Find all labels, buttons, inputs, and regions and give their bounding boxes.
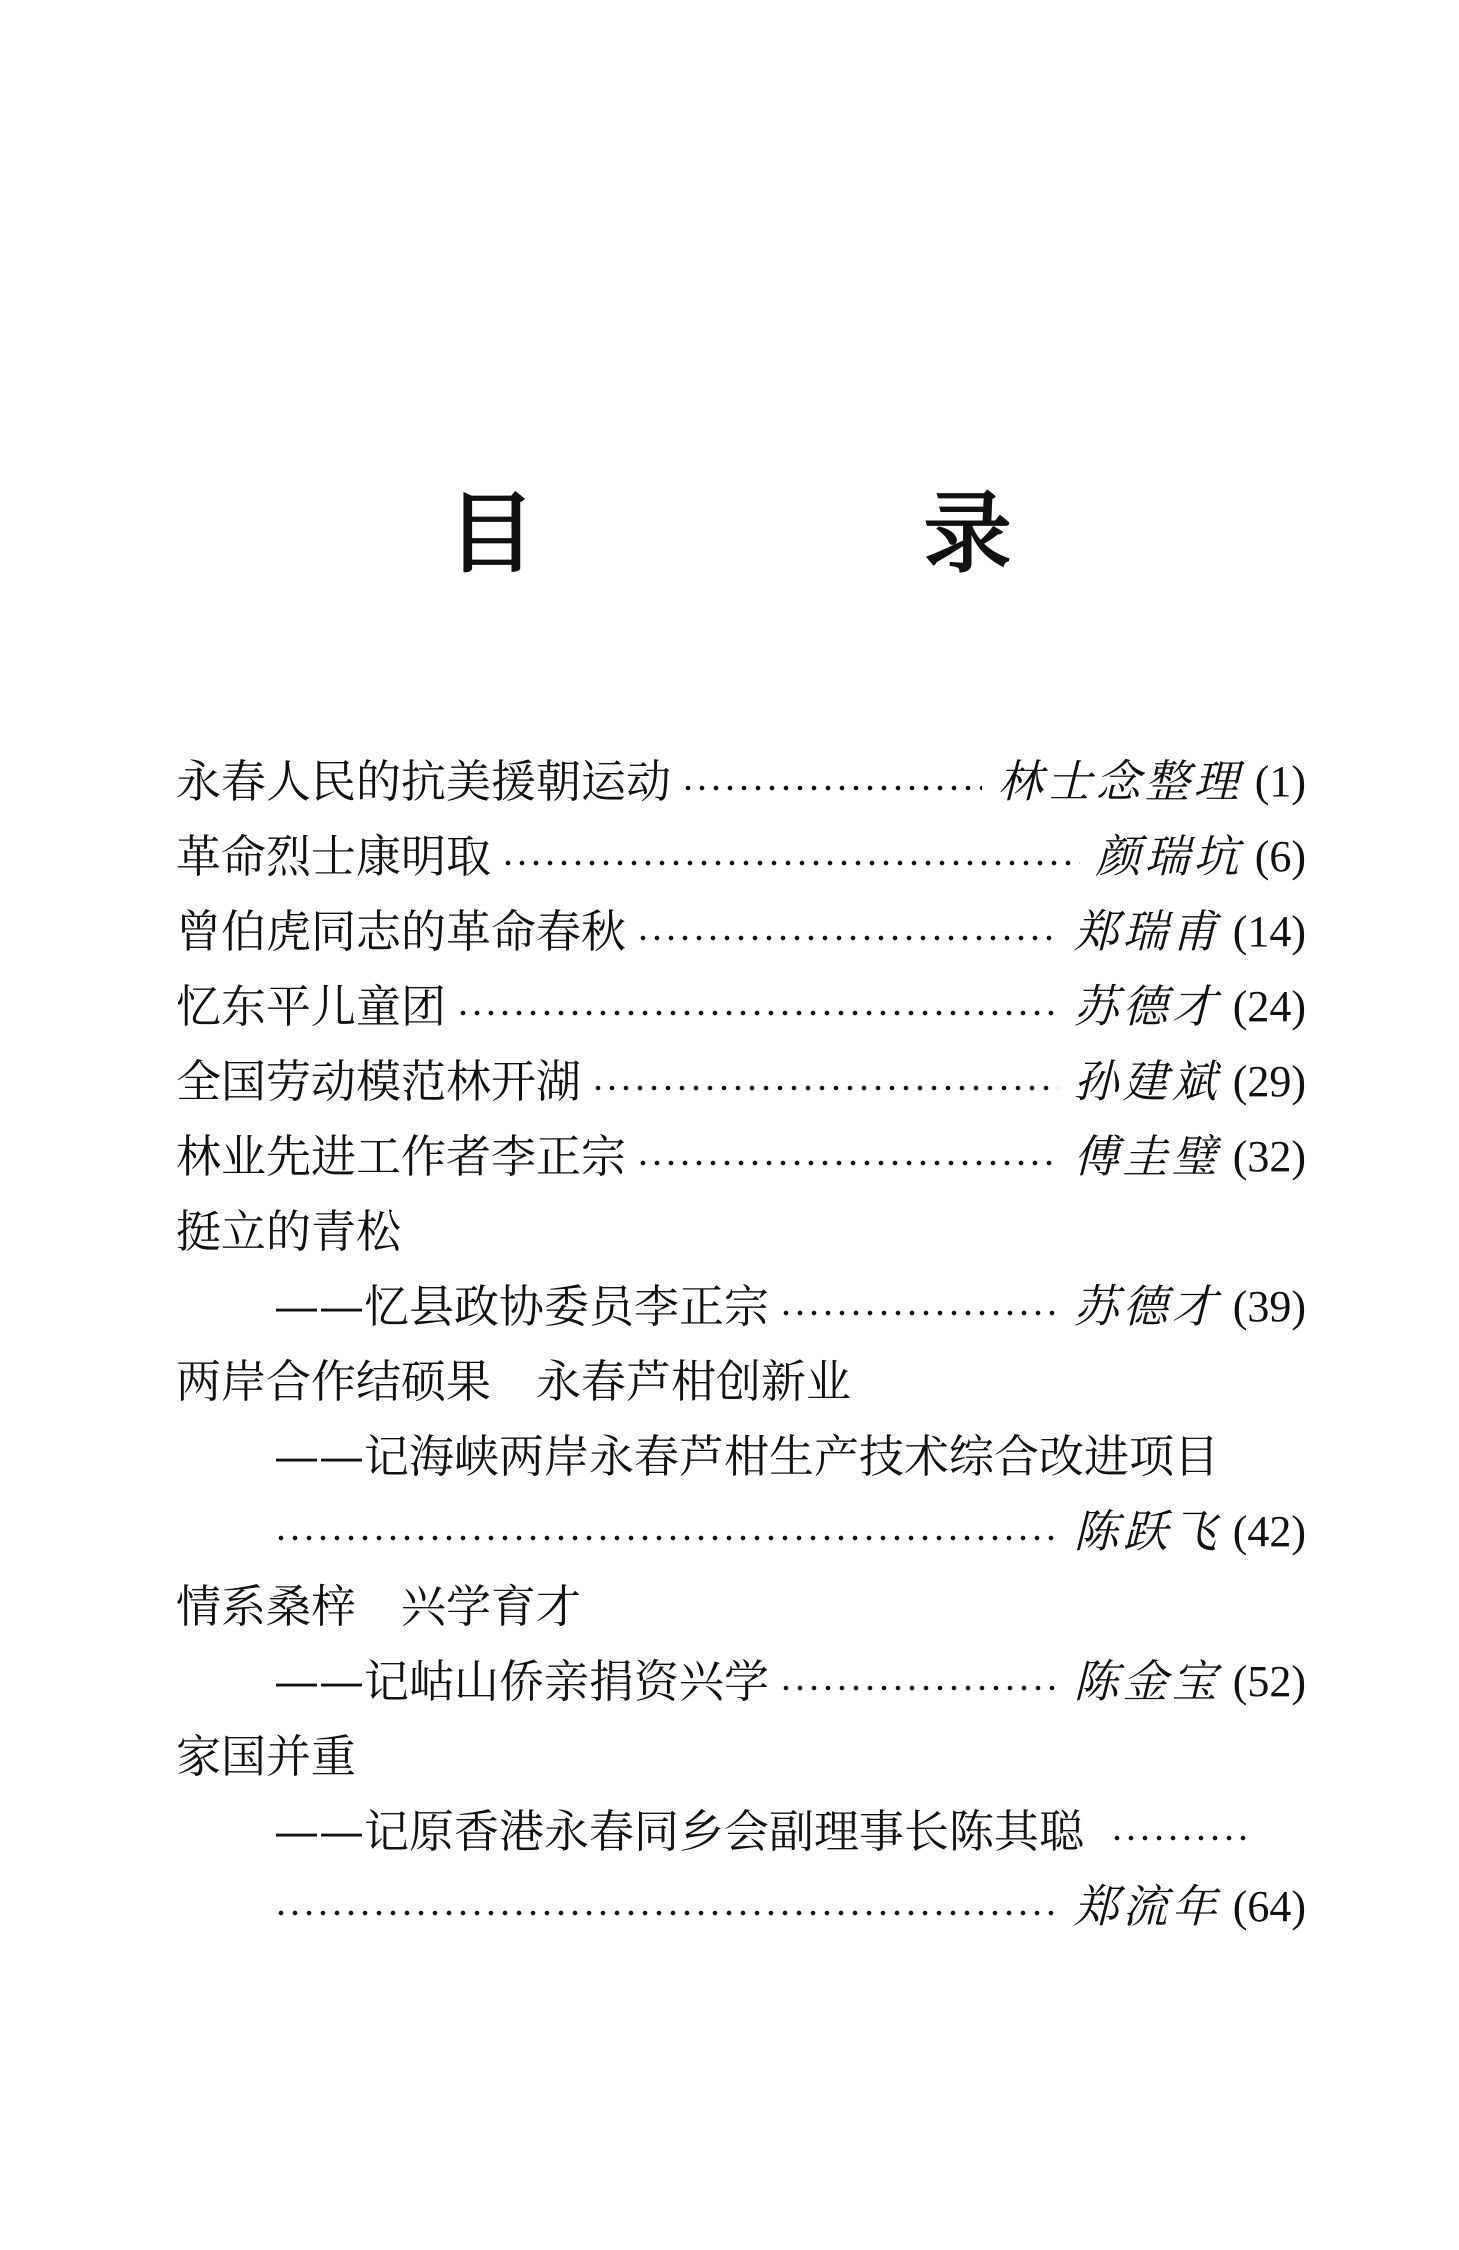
- entry-page-number: (14): [1232, 906, 1306, 956]
- dot-leader: [456, 1006, 1058, 1020]
- toc-entry-heading[interactable]: [176, 1194, 1306, 1269]
- entry-page-number: (52): [1232, 1656, 1306, 1706]
- toc-entry[interactable]: [176, 969, 1306, 1044]
- toc-entry-leader-line[interactable]: [176, 1869, 1306, 1944]
- entry-title: 林业先进工作者李正宗: [176, 1130, 627, 1183]
- dot-leader: [681, 781, 982, 795]
- entry-title: 情系桑梓 兴学育才: [176, 1580, 582, 1633]
- entry-author: 陈跃飞: [1073, 1505, 1221, 1558]
- dot-leader: [779, 1306, 1058, 1320]
- dot-leader: [1110, 1831, 1250, 1845]
- entry-subtitle: ——记岵山侨亲捐资兴学: [274, 1655, 770, 1708]
- entry-author: 苏德才: [1073, 980, 1221, 1033]
- dot-leader: [779, 1681, 1058, 1695]
- entry-subtitle: ——记海峡两岸永春芦柑生产技术综合改进项目: [274, 1430, 1220, 1483]
- entry-author: 孙建斌: [1073, 1055, 1221, 1108]
- entry-page-number: (42): [1232, 1506, 1306, 1556]
- toc-entry-heading[interactable]: [176, 1719, 1306, 1794]
- entry-author: 郑流年: [1073, 1880, 1221, 1933]
- toc-entry[interactable]: [176, 819, 1306, 894]
- entry-title: 家国并重: [176, 1730, 357, 1783]
- entry-author: 郑瑞甫: [1073, 905, 1221, 958]
- toc-entry-subtitle-line[interactable]: [176, 1269, 1306, 1344]
- entry-title: 两岸合作结硕果 永春芦柑创新业: [176, 1355, 852, 1408]
- entry-page-number: (32): [1232, 1131, 1306, 1181]
- entry-page-number: (1): [1254, 756, 1306, 806]
- entry-title: 革命烈士康明取: [176, 830, 492, 883]
- entry-author: 林士念整理: [997, 755, 1243, 808]
- entry-page-number: (29): [1232, 1056, 1306, 1106]
- entry-page-number: (24): [1232, 981, 1306, 1031]
- toc-entry-subtitle-line[interactable]: [176, 1419, 1306, 1494]
- entry-subtitle: ——忆县政协委员李正宗: [274, 1280, 770, 1333]
- entry-author: 陈金宝: [1073, 1655, 1221, 1708]
- toc-entry-leader-line[interactable]: [176, 1494, 1306, 1569]
- dot-leader: [274, 1906, 1058, 1920]
- dot-leader: [591, 1081, 1058, 1095]
- entry-subtitle: ——记原香港永春同乡会副理事长陈其聪: [274, 1805, 1085, 1858]
- entry-page-number: (39): [1232, 1281, 1306, 1331]
- toc-entry-heading[interactable]: [176, 1344, 1306, 1419]
- toc-entry-subtitle-line[interactable]: [176, 1794, 1306, 1869]
- entry-page-number: (64): [1232, 1881, 1306, 1931]
- toc-entry[interactable]: [176, 744, 1306, 819]
- dot-leader: [501, 856, 1080, 870]
- dot-leader: [274, 1531, 1058, 1545]
- toc-entry-subtitle-line[interactable]: [176, 1644, 1306, 1719]
- entry-author: 傅圭璧: [1073, 1130, 1221, 1183]
- entry-title: 挺立的青松: [176, 1205, 402, 1258]
- entry-title: 曾伯虎同志的革命春秋: [176, 905, 627, 958]
- entry-author: 苏德才: [1073, 1280, 1221, 1333]
- toc-entry[interactable]: [176, 894, 1306, 969]
- table-of-contents: [176, 744, 1306, 1944]
- dot-leader: [636, 1156, 1058, 1170]
- toc-entry-heading[interactable]: [176, 1569, 1306, 1644]
- dot-leader: [636, 931, 1058, 945]
- entry-title: 永春人民的抗美援朝运动: [176, 755, 672, 808]
- entry-title: 忆东平儿童团: [176, 980, 447, 1033]
- entry-page-number: (6): [1254, 831, 1306, 881]
- toc-entry[interactable]: [176, 1119, 1306, 1194]
- page-title: 目 录: [447, 480, 1162, 585]
- entry-author: 颜瑞坑: [1095, 830, 1243, 883]
- toc-entry[interactable]: [176, 1044, 1306, 1119]
- entry-title: 全国劳动模范林开湖: [176, 1055, 582, 1108]
